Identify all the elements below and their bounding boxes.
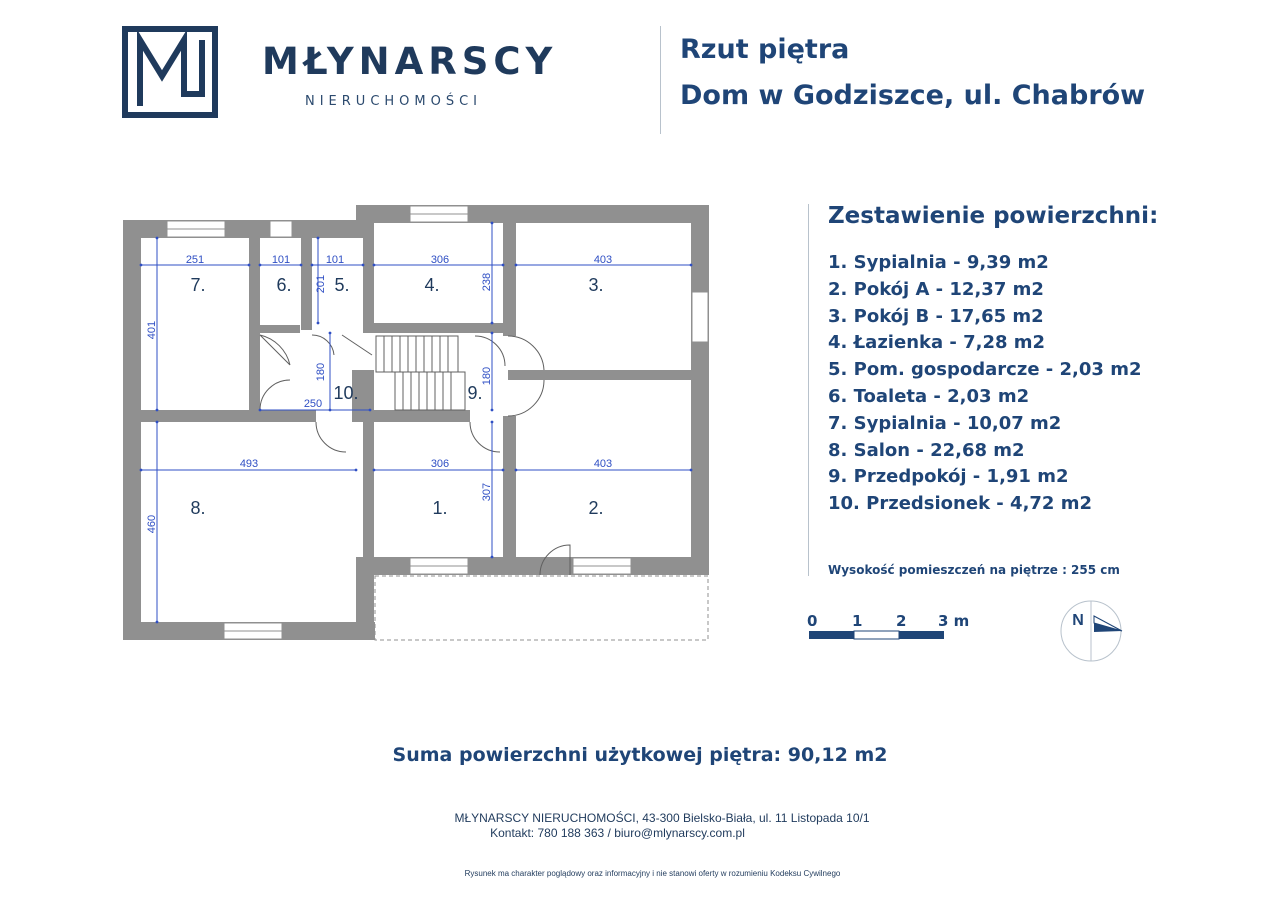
dim-460: 460 bbox=[146, 514, 158, 534]
dim-493: 493 bbox=[239, 458, 259, 470]
room-height-note: Wysokość pomieszczeń na piętrze : 255 cm bbox=[828, 563, 1120, 577]
room-number-9: 9. bbox=[467, 383, 483, 403]
plan-title: Rzut piętra bbox=[680, 34, 850, 65]
room-area-item: 7. Sypialnia - 10,07 m2 bbox=[828, 412, 1062, 434]
room-area-item: 1. Sypialnia - 9,39 m2 bbox=[828, 252, 1049, 273]
brand-name: MŁYNARSCY bbox=[262, 40, 558, 83]
room-number-4: 4. bbox=[424, 275, 440, 295]
dimension-labels bbox=[146, 254, 612, 533]
scale-bar bbox=[808, 630, 948, 642]
dim-238: 238 bbox=[481, 272, 493, 292]
room-area-item: 6. Toaleta - 2,03 m2 bbox=[828, 385, 1030, 407]
room-area-item: 5. Pom. gospodarcze - 2,03 m2 bbox=[828, 359, 1142, 381]
room-number-8: 8. bbox=[190, 498, 206, 518]
scale-label-1: 1 bbox=[852, 612, 863, 630]
room-area-item: 3. Pokój B - 17,65 m2 bbox=[828, 305, 1044, 327]
dim-201: 201 bbox=[315, 274, 327, 294]
scale-label-2: 2 bbox=[896, 612, 907, 630]
dim-403-b: 403 bbox=[593, 458, 613, 470]
room-area-item: 9. Przedpokój - 1,91 m2 bbox=[828, 466, 1069, 488]
room-number-7: 7. bbox=[190, 275, 206, 295]
windows bbox=[167, 206, 708, 639]
dim-180-b: 180 bbox=[481, 366, 493, 386]
compass-label: N bbox=[1072, 612, 1084, 629]
room-number-3: 3. bbox=[588, 275, 604, 295]
summary-title: Zestawienie powierzchni: bbox=[828, 203, 1159, 229]
staircase bbox=[376, 336, 465, 410]
room-number-10: 10. bbox=[333, 383, 359, 403]
room-number-2: 2. bbox=[588, 498, 604, 518]
dim-306-a: 306 bbox=[430, 254, 450, 266]
room-number-6: 6. bbox=[276, 275, 292, 295]
dim-101-a: 101 bbox=[271, 254, 291, 266]
dim-401: 401 bbox=[146, 320, 158, 340]
dim-403-a: 403 bbox=[593, 254, 613, 266]
total-area: Suma powierzchni użytkowej piętra: 90,12 m2 bbox=[392, 744, 888, 766]
dim-251: 251 bbox=[185, 254, 205, 266]
room-number-1: 1. bbox=[432, 498, 448, 518]
footer-contact: Kontakt: 780 188 363 / biuro@mlynarscy.com.pl bbox=[490, 826, 745, 840]
brand-subtitle: NIERUCHOMOŚCI bbox=[305, 94, 483, 109]
room-area-item: 2. Pokój A - 12,37 m2 bbox=[828, 278, 1044, 300]
terrace-outline bbox=[375, 576, 708, 640]
dim-250: 250 bbox=[303, 398, 323, 410]
room-number-5: 5. bbox=[334, 275, 350, 295]
room-area-list bbox=[828, 250, 1142, 518]
room-area-item: 10. Przedsionek - 4,72 m2 bbox=[828, 493, 1092, 515]
scale-label-0: 0 bbox=[807, 612, 818, 630]
north-arrow-icon bbox=[1058, 598, 1124, 664]
dim-306-b: 306 bbox=[430, 458, 450, 470]
footer-address: MŁYNARSCY NIERUCHOMOŚCI, 43-300 Bielsko-Biała, ul. 11 Listopada 10/1 bbox=[454, 811, 870, 825]
room-area-item: 8. Salon - 22,68 m2 bbox=[828, 439, 1025, 461]
summary-divider bbox=[808, 204, 809, 576]
floor-plan bbox=[0, 0, 760, 660]
dim-180-a: 180 bbox=[315, 362, 327, 382]
scale-label-3: 3 m bbox=[938, 612, 970, 630]
footer-disclaimer: Rysunek ma charakter poglądowy oraz informacyjny i nie stanowi oferty w rozumieniu Kodeksu Cywilnego bbox=[464, 869, 841, 878]
room-area-item: 4. Łazienka - 7,28 m2 bbox=[828, 332, 1046, 354]
dim-307: 307 bbox=[481, 482, 493, 502]
walls bbox=[123, 205, 709, 640]
plan-subtitle: Dom w Godziszce, ul. Chabrów bbox=[680, 80, 1146, 111]
dim-101-b: 101 bbox=[325, 254, 345, 266]
